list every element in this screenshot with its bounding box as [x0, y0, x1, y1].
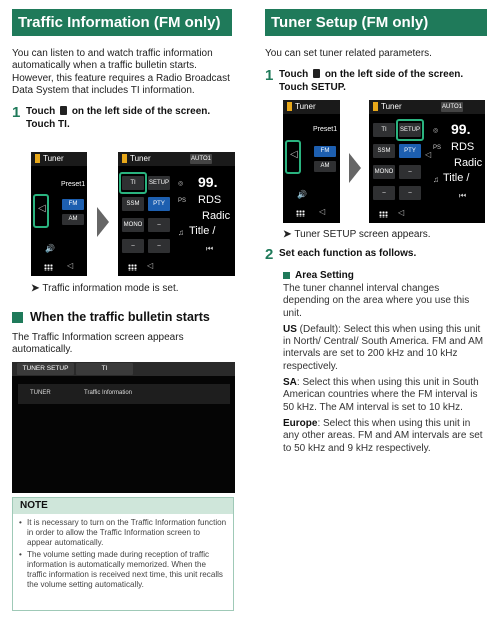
setup-tuner-screen-drawer: Tuner AUTO1 TI SETUP SSM PTY MONO – – – ◁ ◎ 99. PS RDS Radic ♫ Title / ⏮ ◁	[369, 100, 485, 223]
ps-indicator: PS	[178, 198, 187, 204]
step-number: 1	[12, 104, 21, 122]
source-label: TUNER	[30, 390, 51, 396]
rds-label: RDS	[451, 141, 475, 153]
grid-icon[interactable]	[44, 264, 53, 271]
note-heading: NOTE	[13, 498, 233, 514]
ssm-button[interactable]: SSM	[373, 144, 395, 158]
volume-icon[interactable]: 🔊	[45, 244, 55, 253]
drawer-button-empty-1[interactable]: –	[148, 218, 170, 232]
tuner-icon	[35, 154, 40, 163]
frequency-display: 99.	[198, 174, 218, 190]
drawer-button-empty-3[interactable]: –	[148, 239, 170, 253]
tuner-icon	[287, 102, 292, 111]
ti-highlight	[119, 172, 147, 194]
traffic-bulletin-section	[12, 310, 237, 357]
area-setting-heading: Area Setting	[295, 270, 354, 281]
auto-badge: AUTO1	[442, 104, 462, 110]
setup-button[interactable]: SETUP	[399, 123, 421, 137]
note-box	[12, 497, 234, 611]
right-column	[265, 9, 487, 94]
transition-arrow	[97, 207, 109, 237]
fm-button[interactable]: FM	[62, 199, 84, 210]
frequency-display: 99.	[451, 121, 471, 137]
setup-step-2: 2 Set each function as follows.	[265, 246, 417, 263]
area-marker-icon	[283, 272, 290, 279]
setup-highlight	[396, 119, 424, 141]
auto-badge: AUTO1	[191, 156, 211, 162]
note-item: • The volume setting made during reception of traffic information is automatically memorized. When the traffic information is received next time, this unit recalls the volume setting automatically.	[19, 550, 227, 590]
fm-button[interactable]: FM	[314, 146, 336, 157]
rds-label: RDS	[198, 194, 222, 206]
note-list	[13, 514, 233, 590]
back-icon[interactable]: ◁	[147, 261, 154, 270]
music-note-icon: ♫	[433, 175, 439, 184]
section-marker-icon	[12, 312, 23, 323]
tuner-icon	[373, 102, 378, 111]
ti-button[interactable]: TI	[122, 176, 144, 190]
grid-icon[interactable]	[296, 210, 305, 217]
tuner-setup-tab[interactable]: TUNER SETUP	[17, 363, 74, 375]
mono-button[interactable]: MONO	[122, 218, 144, 232]
title-text: Title /	[443, 172, 470, 184]
preset-label: Preset1	[61, 181, 86, 188]
back-icon[interactable]: ◁	[398, 208, 405, 217]
tuner-icon	[122, 154, 127, 163]
setup-step-2-block	[265, 248, 487, 455]
title-text: Title /	[189, 225, 216, 237]
volume-icon[interactable]: 🔊	[297, 190, 307, 199]
tuner-screen-drawer: Tuner AUTO1 TI SETUP SSM PTY MONO – – – ◎ 99. PS RDS Radic ♫ Title / ⏮ ◁	[118, 152, 235, 276]
radio-text: Radic	[454, 157, 483, 169]
drawer-button-empty-1[interactable]: –	[399, 165, 421, 179]
am-button[interactable]: AM	[62, 214, 84, 225]
ps-indicator: PS	[433, 145, 442, 151]
signal-icon: ◎	[178, 181, 184, 187]
drawer-open-icon: ◁	[38, 203, 46, 214]
area-sa-option: SA: Select this when using this unit in South American countries where the FM interval is 50 kHz. The AM interval is set to 10 kHz.	[283, 377, 479, 413]
traffic-info-label: Traffic Information	[84, 390, 133, 396]
grid-icon[interactable]	[128, 264, 137, 271]
traffic-result: ➤ Traffic information mode is set.	[31, 283, 179, 294]
transition-arrow	[349, 153, 361, 183]
pty-button[interactable]: PTY	[148, 197, 170, 211]
setup-button[interactable]: SETUP	[148, 176, 170, 190]
setup-result: ➤ Tuner SETUP screen appears.	[283, 229, 431, 240]
traffic-information-screen	[12, 362, 235, 493]
drawer-button-empty-2[interactable]: –	[373, 186, 395, 200]
area-setting-text: The tuner channel interval changes depending on the area where you use this unit.	[283, 283, 470, 319]
ti-button[interactable]: TI	[373, 123, 395, 137]
mono-button[interactable]: MONO	[373, 165, 395, 179]
pty-button[interactable]: PTY	[399, 144, 421, 158]
back-icon[interactable]: ◁	[319, 207, 326, 216]
traffic-information-heading: Traffic Information (FM only)	[12, 9, 232, 36]
signal-icon: ◎	[433, 128, 439, 134]
back-icon[interactable]: ◁	[67, 261, 74, 270]
ssm-button[interactable]: SSM	[122, 197, 144, 211]
drawer-button-empty-3[interactable]: –	[399, 186, 421, 200]
preset-label: Preset1	[313, 126, 338, 133]
traffic-bulletin-heading: When the traffic bulletin starts	[30, 310, 210, 324]
setup-tuner-screen-collapsed: Tuner Preset1 FM AM ◁ 🔊 ◁	[283, 100, 340, 223]
drawer-button-empty-2[interactable]: –	[122, 239, 144, 253]
ti-tab[interactable]: TI	[76, 363, 133, 375]
tuner-screen-collapsed: Tuner Preset1 FM AM ◁ 🔊 ◁	[31, 152, 87, 276]
area-europe-option: Europe: Select this when using this unit in any other areas. FM and AM intervals are set to 50 kHz and 9 kHz respectively.	[283, 417, 483, 454]
setup-step-1: 1 Touch on the left side of the screen. Touch SETUP.	[265, 67, 464, 93]
left-column	[12, 9, 232, 131]
step-number: 2	[265, 246, 274, 263]
tuner-setup-intro: You can set tuner related parameters.	[265, 48, 432, 59]
seek-back-icon[interactable]: ⏮	[459, 191, 467, 200]
step-number: 1	[265, 67, 274, 85]
grid-icon[interactable]	[379, 211, 388, 218]
radio-text: Radic	[202, 210, 231, 222]
traffic-bulletin-text: The Traffic Information screen appears automatically.	[12, 332, 184, 356]
drawer-open-icon: ◁	[290, 149, 298, 160]
area-us-option: US (Default): Select this when using this unit in North/ Central/ South America. FM and AM intervals are set to 200 kHz and 10 kHz respectively.	[283, 323, 484, 372]
tuner-setup-heading: Tuner Setup (FM only)	[265, 9, 487, 36]
drawer-close-icon[interactable]: ◁	[425, 150, 432, 159]
seek-back-icon[interactable]: ⏮	[206, 244, 214, 253]
traffic-intro: You can listen to and watch traffic information automatically when a traffic bulletin starts. However, this feature requires a Radio Broadcast Data System that includes TI information.	[12, 48, 230, 96]
drawer-handle-icon	[60, 106, 67, 115]
music-note-icon: ♫	[178, 228, 184, 237]
drawer-handle-icon	[313, 69, 320, 78]
am-button[interactable]: AM	[314, 161, 336, 172]
traffic-step-1: 1 Touch on the left side of the screen. Touch TI.	[12, 104, 211, 130]
note-item: • It is necessary to turn on the Traffic Information function in order to allow the Traffic Information screen to appear automatically.	[19, 518, 227, 548]
